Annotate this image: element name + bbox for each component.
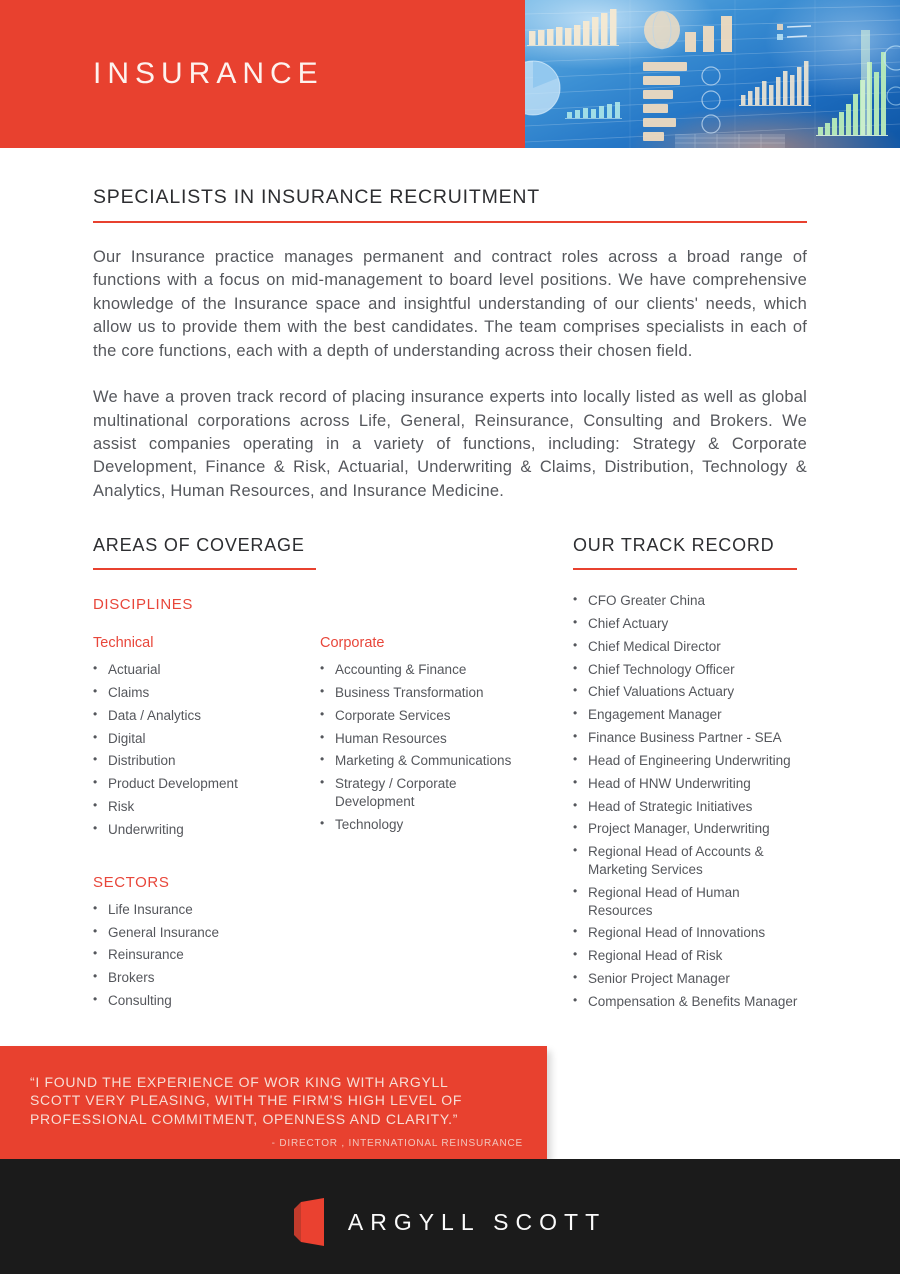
list-item: • Compensation & Benefits Manager <box>573 993 805 1011</box>
technical-group <box>93 613 320 844</box>
testimonial-quote-box <box>0 1046 547 1159</box>
list-item: • Regional Head of Innovations <box>573 924 805 942</box>
intro-section <box>93 186 807 503</box>
list-item: • Head of Strategic Initiatives <box>573 798 805 816</box>
main-content <box>0 148 900 1016</box>
list-item: • Engagement Manager <box>573 706 805 724</box>
corporate-list <box>320 661 547 834</box>
list-item: • Actuarial <box>93 661 308 679</box>
banner-red-panel <box>0 0 525 148</box>
list-item: • Chief Valuations Actuary <box>573 683 805 701</box>
technical-list <box>93 661 320 839</box>
list-item: • General Insurance <box>93 924 308 942</box>
list-item: • Chief Actuary <box>573 615 805 633</box>
coverage-heading: AREAS OF COVERAGE <box>93 535 305 556</box>
discipline-groups <box>93 613 573 844</box>
red-divider <box>573 568 797 570</box>
two-column-section <box>93 535 807 1015</box>
argyll-scott-logo <box>294 1198 606 1246</box>
list-item: • Regional Head of Risk <box>573 947 805 965</box>
areas-of-coverage-column <box>93 535 573 1015</box>
intro-paragraph-1: Our Insurance practice manages permanent and contract roles across a broad range of functions with a focus on mid-management to board level positions. We have comprehensive knowledge of the Insurance space and insightful understanding of our clients' needs, which allow us to provide them with the best candidates. The team comprises specialists in each of the core functions, each with a depth of understanding across their chosen field. <box>93 248 807 360</box>
list-item: • Claims <box>93 684 308 702</box>
testimonial-text: “I FOUND THE EXPERIENCE OF WOR KING WITH ARGYLL SCOTT VERY PLEASING, WITH THE FIRM'S HIGH LEVEL OF PROFESSIONAL COMMITMENT, OPENNESS AND CLARITY.” <box>30 1073 463 1127</box>
list-item: • Reinsurance <box>93 946 308 964</box>
charts-illustration <box>525 0 900 148</box>
list-item: • Consulting <box>93 992 308 1010</box>
list-item: • Human Resources <box>320 730 535 748</box>
list-item: • Distribution <box>93 752 308 770</box>
list-item: • Marketing & Communications <box>320 752 535 770</box>
list-item: • Life Insurance <box>93 901 308 919</box>
list-item: • Business Transformation <box>320 684 535 702</box>
list-item: • Finance Business Partner - SEA <box>573 729 805 747</box>
list-item: • Corporate Services <box>320 707 535 725</box>
list-item: • Underwriting <box>93 821 308 839</box>
list-item: • Risk <box>93 798 308 816</box>
list-item: • Regional Head of Accounts & Marketing Services <box>573 843 805 879</box>
list-item: • Project Manager, Underwriting <box>573 820 805 838</box>
list-item: • Digital <box>93 730 308 748</box>
list-item: • Chief Technology Officer <box>573 661 805 679</box>
technical-group-title: Technical <box>93 635 154 652</box>
corporate-group-title: Corporate <box>320 635 385 652</box>
track-record-heading: OUR TRACK RECORD <box>573 535 775 556</box>
list-item: • Strategy / Corporate Development <box>320 775 535 811</box>
list-item: • CFO Greater China <box>573 592 805 610</box>
list-item: • Chief Medical Director <box>573 638 805 656</box>
corporate-group <box>320 613 547 844</box>
brand-name: ARGYLL SCOTT <box>347 1208 607 1235</box>
sectors-list <box>93 901 573 1010</box>
track-record-column <box>573 535 807 1015</box>
list-item: • Head of Engineering Underwriting <box>573 752 805 770</box>
page-title: INSURANCE <box>93 57 324 90</box>
list-item: • Senior Project Manager <box>573 970 805 988</box>
footer <box>0 1159 900 1274</box>
list-item: • Accounting & Finance <box>320 661 535 679</box>
disciplines-label: DISCIPLINES <box>93 596 193 614</box>
sectors-label: SECTORS <box>93 873 170 891</box>
dashboard-charts-image <box>525 0 900 148</box>
list-item: • Head of HNW Underwriting <box>573 775 805 793</box>
section-heading: SPECIALISTS IN INSURANCE RECRUITMENT <box>93 186 541 208</box>
track-record-list <box>573 592 807 1010</box>
header-banner <box>0 0 900 148</box>
list-item: • Regional Head of Human Resources <box>573 884 805 920</box>
list-item: • Brokers <box>93 969 308 987</box>
testimonial-attribution: - DIRECTOR , INTERNATIONAL REINSURANCE <box>271 1138 523 1150</box>
red-divider <box>93 221 807 223</box>
red-divider <box>93 568 316 570</box>
list-item: • Data / Analytics <box>93 707 308 725</box>
list-item: • Product Development <box>93 775 308 793</box>
intro-paragraph-2: We have a proven track record of placing insurance experts into locally listed as well as global multinational corporations across Life, General, Reinsurance, Consulting and Brokers. We assist companies operating in a variety of functions, including: Strategy & Corporate Development, Finance & Risk, Actuarial, Underwriting & Claims, Distribution, Technology & Analytics, Human Resources, and Insurance Medicine. <box>93 388 807 500</box>
open-door-logo-icon <box>294 1198 328 1246</box>
list-item: • Technology <box>320 816 535 834</box>
